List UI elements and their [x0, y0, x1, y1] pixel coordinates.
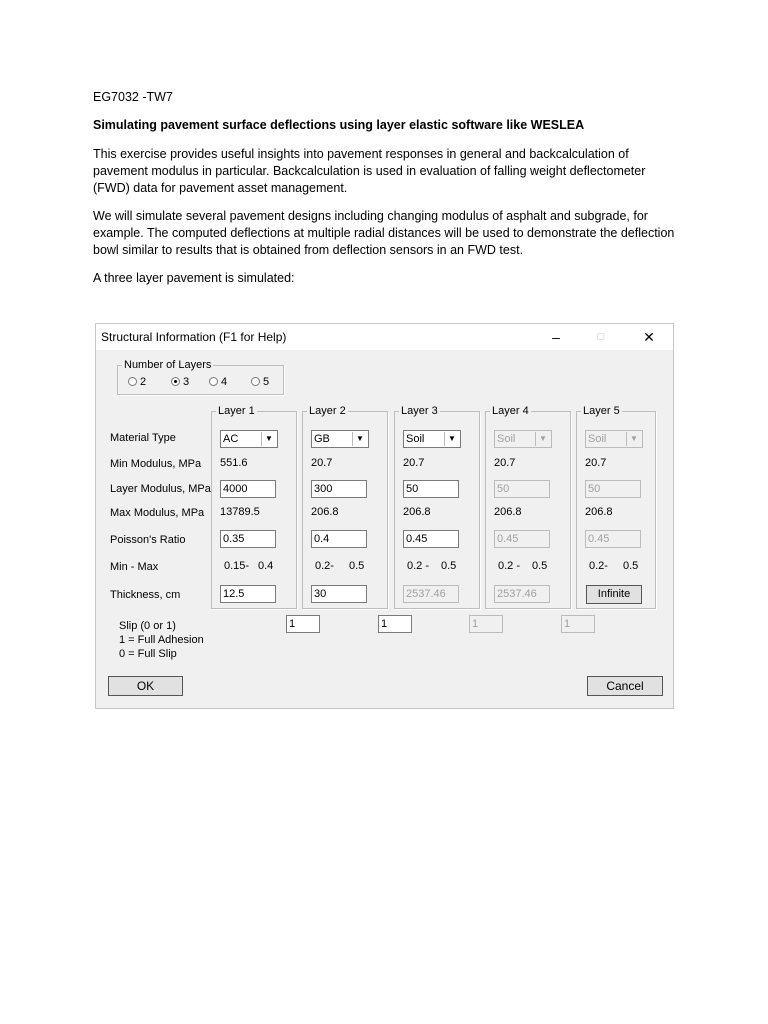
material-type-label: Material Type	[110, 432, 176, 444]
layer-5-thickness-button[interactable]: Infinite	[586, 585, 642, 604]
layer-1-material-select[interactable]	[220, 430, 278, 448]
layer-2-legend: Layer 2	[309, 405, 346, 417]
chevron-down-icon: ▼	[352, 432, 367, 446]
material-value: Soil	[588, 433, 607, 445]
layers-radio-4[interactable]	[209, 376, 227, 388]
layer-1-poisson-input[interactable]: 0.35	[220, 530, 276, 548]
slip-input-2[interactable]: 1	[378, 615, 412, 633]
number-of-layers-legend: Number of Layers	[124, 359, 212, 371]
slip-input-1[interactable]: 1	[286, 615, 320, 633]
min-max-label: Min - Max	[110, 561, 159, 573]
layer-3-poisson-input[interactable]: 0.45	[403, 530, 459, 548]
paragraph-simulation: We will simulate several pavement designs including changing modulus of asphalt and subgrade, for example. The computed deflections at multiple radial distances will be used to demonstrate the deflection bowl similar to results that is obtained from deflection sensors in an FWD test.	[93, 209, 675, 257]
layer-1-modulus-input[interactable]: 4000	[220, 480, 276, 498]
layer-2-thickness-input[interactable]: 30	[311, 585, 367, 603]
layer-4-poisson-input: 0.45	[494, 530, 550, 548]
ok-button[interactable]: OK	[108, 676, 183, 696]
layer-3-poisson-max: 0.5	[441, 560, 457, 572]
layer-5-max-modulus: 206.8	[585, 506, 613, 518]
layer-2-poisson-min: 0.2-	[315, 560, 334, 572]
layer-3-poisson-min: 0.2 -	[407, 560, 430, 572]
layers-radio-3[interactable]	[171, 376, 189, 388]
layer-2-poisson-max: 0.5	[349, 560, 365, 572]
layer-2-material-select[interactable]	[311, 430, 369, 448]
layer-2-min-modulus: 20.7	[311, 457, 333, 469]
paragraph-intro: This exercise provides useful insights into pavement responses in general and backcalculation of pavement modulus in particular. Backcalculation is used in evaluation of falling weight deflectometer (FWD) data for pavement asset management.	[93, 147, 646, 195]
cancel-button[interactable]: Cancel	[587, 676, 663, 696]
radio-label: 2	[140, 376, 147, 388]
material-value: AC	[223, 433, 239, 445]
slip-note-adhesion: 1 = Full Adhesion	[119, 634, 204, 646]
layer-4-material-select	[494, 430, 552, 448]
chevron-down-icon: ▼	[626, 432, 641, 446]
layer-1-poisson-max: 0.4	[258, 560, 274, 572]
slip-input-4: 1	[561, 615, 595, 633]
max-modulus-label: Max Modulus, MPa	[110, 507, 205, 519]
layer-4-poisson-min: 0.2 -	[498, 560, 521, 572]
radio-label: 4	[221, 376, 228, 388]
layer-5-modulus-input: 50	[585, 480, 641, 498]
slip-input-3: 1	[469, 615, 503, 633]
chevron-down-icon: ▼	[261, 432, 276, 446]
layer-1-legend: Layer 1	[218, 405, 255, 417]
layer-3-thickness-input: 2537.46	[403, 585, 459, 603]
radio-circle-icon	[251, 377, 260, 386]
paragraph-three-layer: A three layer pavement is simulated:	[93, 271, 295, 285]
minimize-button[interactable]: –	[552, 329, 560, 345]
layer-3-modulus-input[interactable]: 50	[403, 480, 459, 498]
document-heading: Simulating pavement surface deflections using layer elastic software like WESLEA	[93, 118, 585, 132]
layer-2-modulus-input[interactable]: 300	[311, 480, 367, 498]
layer-4-min-modulus: 20.7	[494, 457, 516, 469]
radio-circle-icon	[171, 377, 180, 386]
layer-5-poisson-min: 0.2-	[589, 560, 608, 572]
layer-4-max-modulus: 206.8	[494, 506, 522, 518]
material-value: Soil	[406, 433, 425, 445]
title-bar	[96, 324, 673, 350]
layer-4-modulus-input: 50	[494, 480, 550, 498]
layer-1-thickness-input[interactable]: 12.5	[220, 585, 276, 603]
close-button[interactable]: ✕	[643, 329, 655, 345]
slip-label: Slip (0 or 1)	[119, 620, 176, 632]
layer-3-legend: Layer 3	[401, 405, 438, 417]
layer-3-min-modulus: 20.7	[403, 457, 425, 469]
layer-1-min-modulus: 551.6	[220, 457, 248, 469]
layers-radio-5[interactable]	[251, 376, 269, 388]
layer-1-poisson-min: 0.15-	[224, 560, 250, 572]
thickness-label: Thickness, cm	[110, 589, 181, 601]
radio-circle-icon	[209, 377, 218, 386]
layer-5-legend: Layer 5	[583, 405, 620, 417]
radio-label: 3	[183, 376, 190, 388]
layer-5-material-select	[585, 430, 643, 448]
structural-information-dialog	[95, 323, 674, 709]
material-value: Soil	[497, 433, 516, 445]
layer-1-max-modulus: 13789.5	[220, 506, 260, 518]
layer-modulus-label: Layer Modulus, MPa	[110, 483, 211, 495]
radio-circle-icon	[128, 377, 137, 386]
layer-4-poisson-max: 0.5	[532, 560, 548, 572]
dialog-title: Structural Information (F1 for Help)	[101, 330, 287, 344]
layer-3-material-select[interactable]	[403, 430, 461, 448]
layer-4-thickness-input: 2537.46	[494, 585, 550, 603]
document-code: EG7032 -TW7	[93, 90, 173, 104]
maximize-button[interactable]: □	[597, 331, 605, 343]
layer-2-max-modulus: 206.8	[311, 506, 339, 518]
layer-4-legend: Layer 4	[492, 405, 529, 417]
chevron-down-icon: ▼	[444, 432, 459, 446]
material-value: GB	[314, 433, 330, 445]
chevron-down-icon: ▼	[535, 432, 550, 446]
slip-note-full-slip: 0 = Full Slip	[119, 648, 177, 660]
layer-3-max-modulus: 206.8	[403, 506, 431, 518]
layer-5-poisson-input: 0.45	[585, 530, 641, 548]
poissons-ratio-label: Poisson's Ratio	[110, 534, 186, 546]
layer-5-min-modulus: 20.7	[585, 457, 607, 469]
layer-5-poisson-max: 0.5	[623, 560, 639, 572]
layers-radio-2[interactable]	[128, 376, 146, 388]
min-modulus-label: Min Modulus, MPa	[110, 458, 202, 470]
radio-label: 5	[263, 376, 270, 388]
layer-2-poisson-input[interactable]: 0.4	[311, 530, 367, 548]
